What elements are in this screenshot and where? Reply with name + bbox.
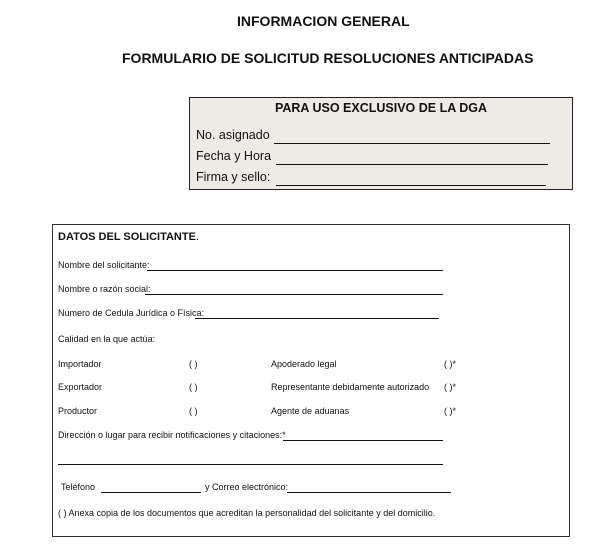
applicant-name-label: Nombre del solicitante: xyxy=(58,260,150,270)
signature-field[interactable] xyxy=(276,185,546,186)
option-producer-checkbox[interactable]: ( ) xyxy=(189,406,198,416)
phone-field[interactable] xyxy=(101,492,201,493)
datetime-field[interactable] xyxy=(276,164,548,165)
option-importer-checkbox[interactable]: ( ) xyxy=(189,359,198,369)
phone-label: Teléfono xyxy=(61,482,96,492)
capacity-label: Calidad en la que actúa: xyxy=(58,334,156,344)
address-field[interactable] xyxy=(283,440,443,441)
annex-checkbox-text[interactable]: ( ) Anexa copia de los documentos que acreditan la personalidad del solicitante y del domicilio. xyxy=(58,508,436,518)
option-exporter-label: Exportador xyxy=(58,382,103,392)
option-legal-agent-checkbox[interactable]: ( )* xyxy=(444,359,456,369)
assigned-number-field[interactable] xyxy=(274,143,550,144)
dga-heading: PARA USO EXCLUSIVO DE LA DGA xyxy=(274,101,488,115)
address-field-line2[interactable] xyxy=(58,464,443,465)
applicant-section xyxy=(52,224,570,537)
option-customs-agent-label: Agente de aduanas xyxy=(271,406,350,416)
email-field[interactable] xyxy=(287,492,451,493)
company-name-label: Nombre o razón social: xyxy=(58,284,151,294)
option-authorized-rep-label: Representante debidamente autorizado xyxy=(271,382,430,392)
signature-label: Firma y sello: xyxy=(196,170,271,184)
page-title: INFORMACION GENERAL xyxy=(237,13,410,29)
assigned-number-label: No. asignado xyxy=(196,128,270,142)
id-number-label: Numero de Cedula Jurídica o Física: xyxy=(58,308,205,318)
company-name-field[interactable] xyxy=(145,294,443,295)
applicant-name-field[interactable] xyxy=(147,270,443,271)
section-title: DATOS DEL SOLICITANTE. xyxy=(58,231,199,243)
option-importer-label: Importador xyxy=(58,359,102,369)
email-label: y Correo electrónico: xyxy=(205,482,289,492)
form-title: FORMULARIO DE SOLICITUD RESOLUCIONES ANTICIPADAS xyxy=(122,50,534,66)
dga-box xyxy=(189,97,573,190)
id-number-field[interactable] xyxy=(195,318,439,319)
datetime-label: Fecha y Hora xyxy=(196,149,272,163)
option-legal-agent-label: Apoderado legal xyxy=(271,359,337,369)
option-producer-label: Productor xyxy=(58,406,98,416)
option-exporter-checkbox[interactable]: ( ) xyxy=(189,382,198,392)
address-label: Dirección o lugar para recibir notificaciones y citaciones:* xyxy=(58,430,286,440)
option-customs-agent-checkbox[interactable]: ( )* xyxy=(444,406,456,416)
option-authorized-rep-checkbox[interactable]: ( )* xyxy=(444,382,456,392)
